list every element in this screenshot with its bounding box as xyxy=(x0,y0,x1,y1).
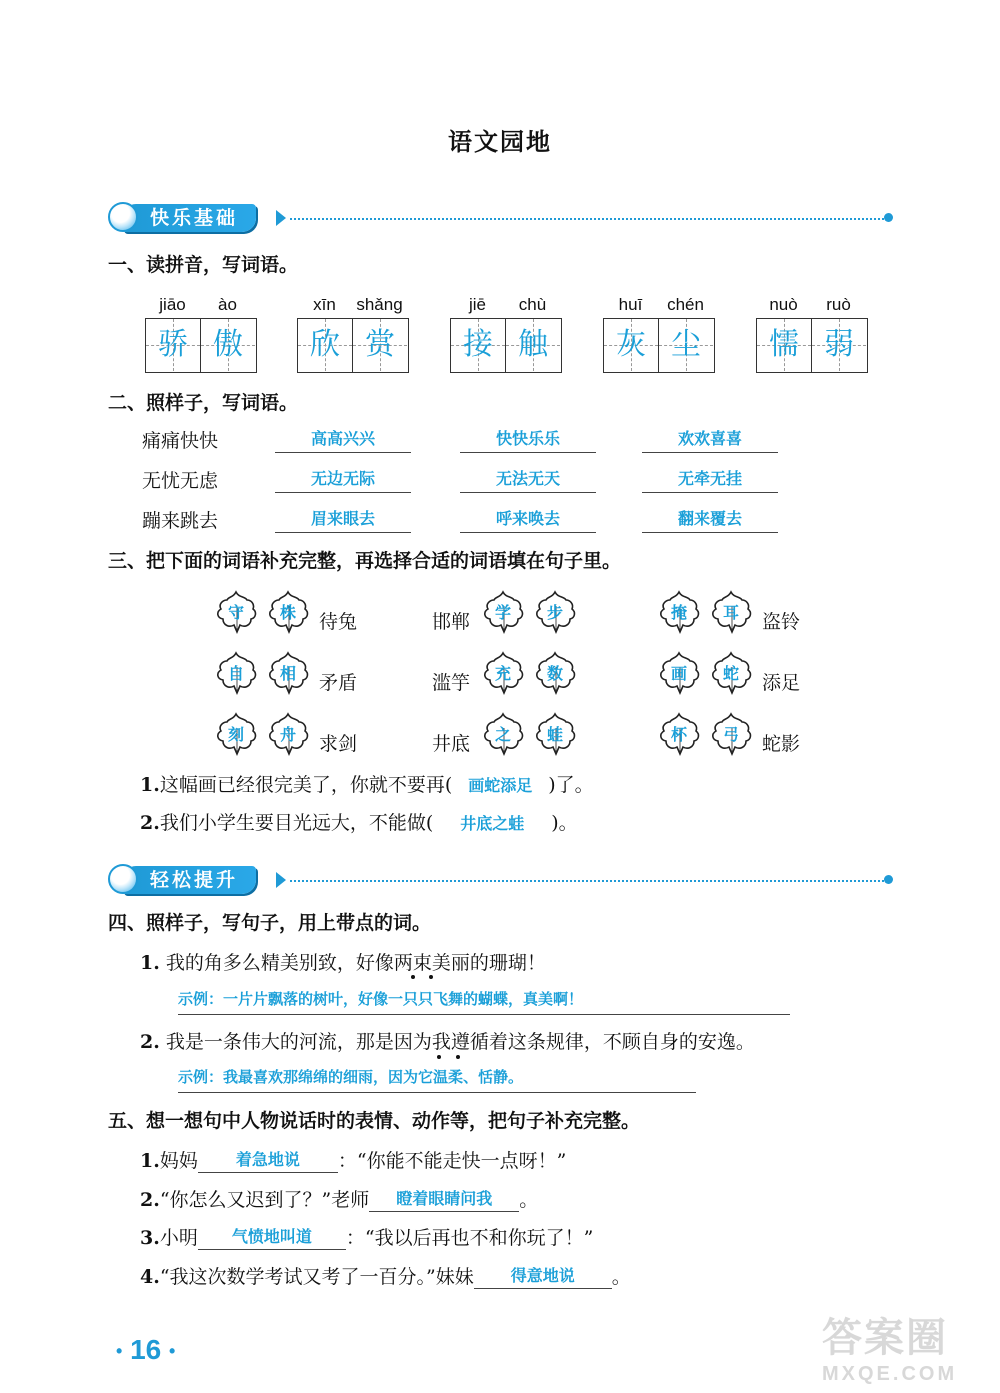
leaf-blank xyxy=(710,712,752,756)
watermark-logo xyxy=(822,1306,992,1386)
leaf-blank xyxy=(215,651,257,695)
leaf-blank xyxy=(710,590,752,634)
item-text: ：“你能不能走快一点呀！” xyxy=(337,1150,567,1172)
dialogue-item xyxy=(140,1185,860,1212)
answer-character: 尘 xyxy=(671,327,701,362)
grid-cell xyxy=(298,319,352,371)
answer-blank: 得意地说 xyxy=(474,1264,612,1289)
bubble-icon xyxy=(108,864,138,894)
leaf-answer: 株 xyxy=(279,603,296,622)
leaf-blank xyxy=(267,651,309,695)
leaf-blank xyxy=(267,590,309,634)
leaf-answer: 之 xyxy=(494,725,511,744)
question-5-heading: 五、想一想句中人物说话时的表情、动作等，把句子补充完整。 xyxy=(108,1110,641,1132)
page-number: • 16 • xyxy=(116,1334,176,1365)
leaf-blank xyxy=(658,651,700,695)
answer-character: 赏 xyxy=(365,327,395,362)
item-number: 1. xyxy=(140,1150,160,1172)
answer-blank: 着急地说 xyxy=(198,1148,338,1173)
sentence-text: )。 xyxy=(551,812,578,834)
leaf-blank xyxy=(267,712,309,756)
leaf-blank xyxy=(658,590,700,634)
leaf-answer: 数 xyxy=(546,664,563,683)
answer-text: 画蛇添足 xyxy=(468,776,533,795)
leaf-blank xyxy=(215,590,257,634)
leaf-blank xyxy=(710,651,752,695)
example-word: 无忧无虑 xyxy=(142,470,219,492)
sentence-number: 2. xyxy=(140,1031,160,1053)
banner-label: 快乐基础 xyxy=(122,204,256,232)
leaf-answer: 掩 xyxy=(670,603,687,622)
dotted-divider xyxy=(290,880,884,882)
question-1-heading: 一、读拼音，写词语。 xyxy=(108,254,299,276)
writing-grid xyxy=(297,318,409,373)
idiom-sentence-1 xyxy=(140,770,700,800)
pinyin-label: xīn xyxy=(313,295,336,314)
leaf-blank xyxy=(482,712,524,756)
pinyin-label: ào xyxy=(218,295,237,314)
answer-word: 快快乐乐 xyxy=(460,427,596,453)
answer-text: 井底之蛙 xyxy=(460,814,525,833)
writing-grid xyxy=(603,318,715,373)
answer-word: 无牵无挂 xyxy=(642,467,778,493)
leaf-blank xyxy=(534,590,576,634)
sentence-number: 1. xyxy=(140,774,160,796)
answer-blank: 瞪着眼睛问我 xyxy=(369,1187,519,1212)
answer-word: 高高兴兴 xyxy=(275,427,411,453)
leaf-answer: 舟 xyxy=(279,725,296,744)
dialogue-item xyxy=(140,1146,860,1173)
dotted-divider xyxy=(290,218,884,220)
example-word: 蹦来跳去 xyxy=(142,510,219,532)
leaf-blank xyxy=(534,651,576,695)
idiom-text: 求剑 xyxy=(319,733,358,755)
leaf-answer: 守 xyxy=(227,603,244,622)
item-text: “我这次数学考试又考了一百分。”妹妹 xyxy=(159,1266,474,1288)
emphasis-dot xyxy=(411,975,415,979)
answer-word: 无边无际 xyxy=(275,467,411,493)
leaf-blank xyxy=(534,712,576,756)
item-text: 妈妈 xyxy=(159,1150,198,1172)
leaf-answer: 画 xyxy=(670,664,687,683)
answer-word: 眉来眼去 xyxy=(275,507,411,533)
leaf-answer: 蛇 xyxy=(722,664,739,683)
question-2-heading: 二、照样子，写词语。 xyxy=(108,392,299,414)
example-sentence-1 xyxy=(140,948,840,975)
pinyin-label: nuò xyxy=(769,295,798,314)
grid-cell xyxy=(353,319,407,371)
sentence-text: 我是一条伟大的河流，那是因为我遵循着这条规律，不顾自身的安逸。 xyxy=(165,1031,755,1053)
leaf-answer: 自 xyxy=(227,664,244,683)
leaf-blank xyxy=(482,651,524,695)
banner-arrow-icon xyxy=(276,872,286,888)
answer-character: 骄 xyxy=(158,327,188,362)
emphasis-dot xyxy=(429,975,433,979)
item-text: ：“我以后再也不和你玩了！” xyxy=(345,1227,594,1249)
pinyin-label: jiāo xyxy=(159,295,186,314)
sentence-text: 我的角多么精美别致，好像两束美丽的珊瑚！ xyxy=(165,952,546,974)
leaf-answer: 步 xyxy=(546,603,563,622)
example-word: 痛痛快快 xyxy=(142,430,219,452)
leaf-blank xyxy=(215,712,257,756)
grid-cell xyxy=(757,319,811,371)
grid-cell xyxy=(604,319,658,371)
watermark-url: MXQE.COM xyxy=(822,1363,958,1385)
grid-cell xyxy=(659,319,713,371)
banner-arrow-icon xyxy=(276,210,286,226)
sentence-number: 1. xyxy=(140,952,160,974)
item-number: 3. xyxy=(140,1227,160,1249)
dialogue-item xyxy=(140,1223,860,1250)
answer-line-1: 示例：一片片飘落的树叶，好像一只只飞舞的蝴蝶，真美啊！ xyxy=(178,988,790,1015)
sentence-number: 2. xyxy=(140,812,160,834)
leaf-answer: 相 xyxy=(279,664,296,683)
idiom-text: 井底 xyxy=(432,733,471,755)
dialogue-item xyxy=(140,1262,860,1289)
answer-character: 弱 xyxy=(824,327,854,362)
answer-character: 傲 xyxy=(213,327,243,362)
question-3-heading: 三、把下面的词语补充完整，再选择合适的词语填在句子里。 xyxy=(108,550,622,572)
sentence-text: )了。 xyxy=(548,774,594,796)
bubble-icon xyxy=(108,202,138,232)
sentence-text: 这幅画已经很完美了，你就不要再( xyxy=(159,774,453,796)
leaf-answer: 刻 xyxy=(227,725,244,744)
answer-blank: 气愤地叫道 xyxy=(198,1225,346,1250)
pinyin-label: chù xyxy=(518,295,547,314)
writing-grid xyxy=(450,318,562,373)
item-number: 2. xyxy=(140,1189,160,1211)
answer-word: 欢欢喜喜 xyxy=(642,427,778,453)
page-title: 语文园地 xyxy=(448,128,552,156)
pinyin-label: shǎng xyxy=(356,295,403,314)
pinyin-label: huī xyxy=(618,295,643,314)
idiom-text: 蛇影 xyxy=(762,733,801,755)
section-banner-basic xyxy=(108,198,898,238)
watermark-text: 答案圈 xyxy=(822,1315,948,1361)
leaf-answer: 充 xyxy=(494,664,511,683)
grid-cell xyxy=(506,319,560,371)
answer-word: 翻来覆去 xyxy=(642,507,778,533)
item-text: 。 xyxy=(519,1189,539,1211)
idiom-text: 待兔 xyxy=(319,611,358,633)
leaf-answer: 蛙 xyxy=(546,725,563,744)
answer-character: 触 xyxy=(518,327,548,362)
answer-line-2: 示例：我最喜欢那绵绵的细雨，因为它温柔、恬静。 xyxy=(178,1066,696,1093)
leaf-blank xyxy=(482,590,524,634)
question-4-heading: 四、照样子，写句子，用上带点的词。 xyxy=(108,912,432,934)
answer-word: 无法无天 xyxy=(460,467,596,493)
idiom-text: 添足 xyxy=(762,672,801,694)
emphasis-dot xyxy=(437,1055,441,1059)
idiom-text: 盗铃 xyxy=(762,611,801,633)
answer-character: 懦 xyxy=(769,327,799,362)
grid-cell xyxy=(451,319,505,371)
leaf-blank xyxy=(658,712,700,756)
idiom-text: 矛盾 xyxy=(319,672,358,694)
sentence-text: 我们小学生要目光远大，不能做( xyxy=(159,812,434,834)
answer-character: 接 xyxy=(463,327,493,362)
answer-character: 灰 xyxy=(616,327,646,362)
banner-label: 轻松提升 xyxy=(122,866,256,894)
item-text: “你怎么又迟到了？”老师 xyxy=(159,1189,370,1211)
item-number: 4. xyxy=(140,1266,160,1288)
writing-grid xyxy=(145,318,257,373)
answer-character: 欣 xyxy=(310,327,340,362)
pinyin-label: ruò xyxy=(826,295,851,314)
idiom-text: 邯郸 xyxy=(432,611,471,633)
item-text: 小明 xyxy=(159,1227,198,1249)
leaf-answer: 学 xyxy=(494,603,511,622)
grid-cell xyxy=(146,319,200,371)
example-sentence-2 xyxy=(140,1027,860,1054)
idiom-text: 滥竽 xyxy=(432,672,471,694)
grid-cell xyxy=(812,319,866,371)
pinyin-label: chén xyxy=(667,295,704,314)
leaf-answer: 弓 xyxy=(722,725,739,744)
leaf-answer: 杯 xyxy=(670,725,687,744)
idiom-sentence-2 xyxy=(140,808,700,838)
pinyin-label: jiē xyxy=(468,295,486,314)
answer-word: 呼来唤去 xyxy=(460,507,596,533)
grid-cell xyxy=(201,319,255,371)
divider-end-dot xyxy=(884,875,893,884)
writing-grid xyxy=(756,318,868,373)
item-text: 。 xyxy=(611,1266,631,1288)
section-banner-advanced xyxy=(108,860,898,900)
leaf-answer: 耳 xyxy=(722,603,739,622)
divider-end-dot xyxy=(884,213,893,222)
emphasis-dot xyxy=(456,1055,460,1059)
